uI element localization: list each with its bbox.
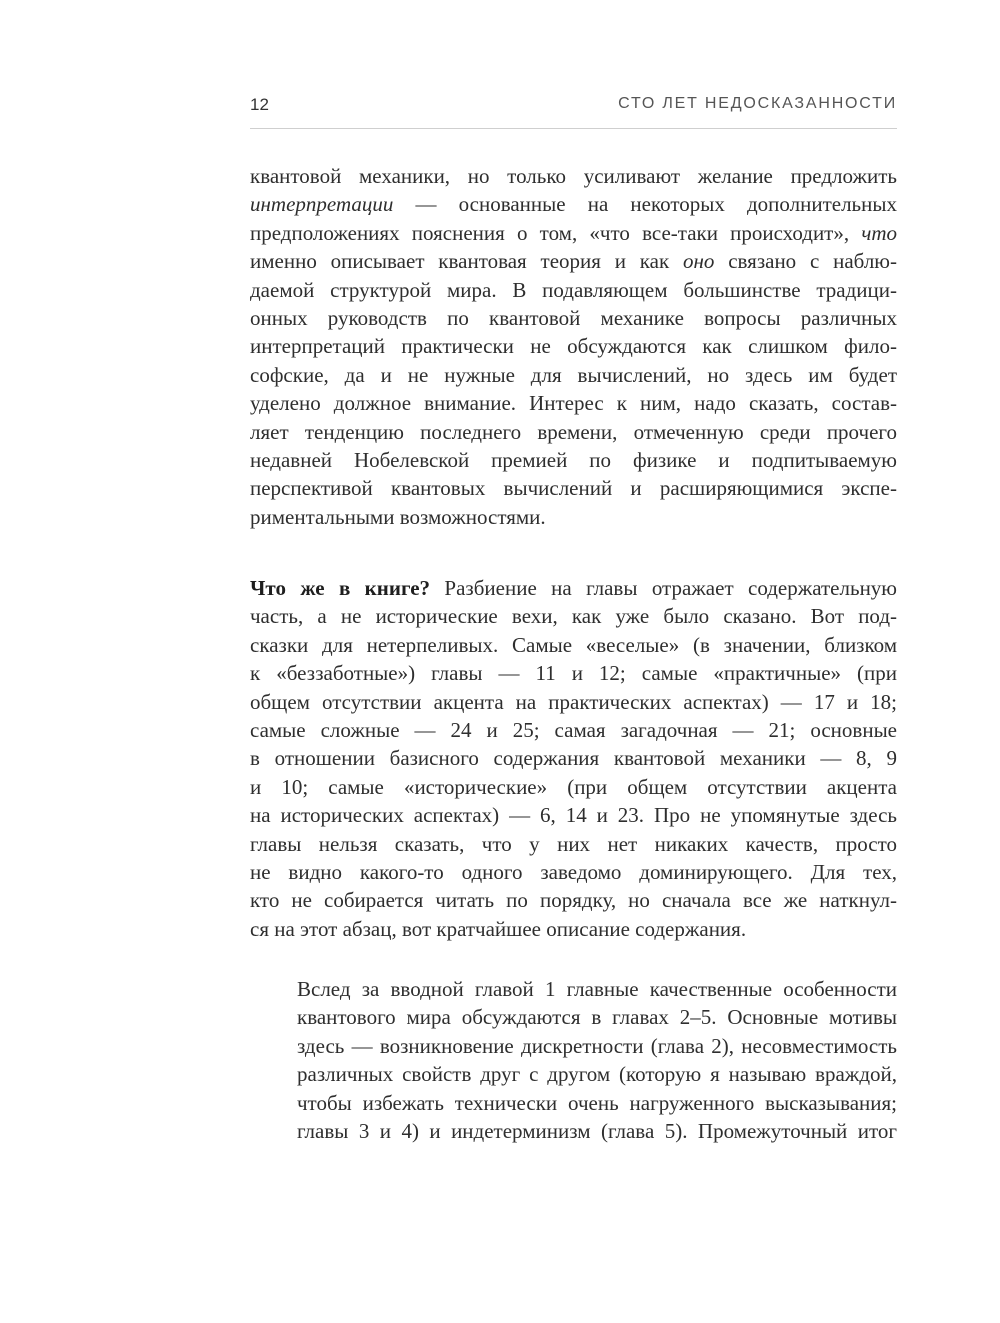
text-run: даемой структурой мира. В подавляющем большинстве традици-: [250, 277, 897, 302]
text-run: чтобы избежать технически очень нагруженного высказывания;: [297, 1090, 897, 1115]
text-line: [297, 1089, 897, 1117]
text-run: риментальными возможностями.: [250, 504, 546, 529]
text-line: [250, 474, 897, 502]
text-run: различных свойств друг с другом (которую я называю враждой,: [297, 1062, 897, 1087]
text-line: [250, 801, 897, 829]
indented-paragraph-contents: [297, 975, 897, 1145]
text-line: [250, 602, 897, 630]
text-run: недавней Нобелевской премией по физике и подпитываемую: [250, 447, 897, 472]
text-line: [250, 716, 897, 744]
text-line: [250, 773, 897, 801]
text-run: не видно какого-то одного заведомо доминирующего. Для тех,: [250, 859, 897, 884]
text-run: здесь — возникновение дискретности (глава 2), несовместимость: [297, 1033, 897, 1058]
text-run: предположениях пояснения о том, «что все-таки происходит»,: [250, 220, 862, 245]
text-line: [297, 975, 897, 1003]
text-line: [250, 361, 897, 389]
text-run: на исторических аспектах) — 6, 14 и 23. Про не упомянутые здесь: [250, 803, 897, 828]
text-line: [297, 1117, 897, 1145]
text-run: именно описывает квантовая теория и как: [250, 249, 683, 274]
page-number: 12: [250, 95, 269, 114]
italic-text: оно: [682, 249, 715, 274]
text-line: [250, 247, 897, 275]
text-run: интерпретаций практически не обсуждаются как слишком фило-: [250, 334, 897, 359]
run-in-heading: Что же в книге?: [250, 576, 431, 600]
paragraph-interpretations: [250, 162, 897, 531]
running-title: СТО ЛЕТ НЕДОСКАЗАННОСТИ: [618, 95, 897, 112]
text-run: — основанные на некоторых дополнительных: [393, 192, 897, 217]
text-run: сказки для нетерпеливых. Самые «веселые» (в значении, близком: [250, 632, 897, 657]
text-line: [250, 830, 897, 858]
text-line: [297, 1032, 897, 1060]
text-run: квантовой механики, но только усиливают желание предложить: [250, 164, 897, 188]
text-line: [250, 915, 897, 943]
text-run: к «беззаботные») главы — 11 и 12; самые «практичные» (при: [250, 661, 897, 686]
text-run: в отношении базисного содержания квантовой механики — 8, 9: [250, 746, 897, 771]
text-run: перспективой квантовых вычислений и расширяющимися экспе-: [250, 476, 897, 501]
text-line: [250, 574, 897, 602]
text-line: [250, 219, 897, 247]
text-run: общем отсутствии акцента на практических аспектах) — 17 и 18;: [250, 689, 897, 714]
italic-text: что: [861, 220, 897, 245]
text-run: главы 3 и 4) и индетерминизм (глава 5). Промежуточный итог: [297, 1118, 897, 1143]
text-line: [250, 446, 897, 474]
text-line: [250, 631, 897, 659]
text-run: кто не собирается читать по порядку, но сначала все же наткнул-: [250, 888, 897, 913]
text-run: самые сложные — 24 и 25; самая загадочная — 21; основные: [250, 717, 897, 742]
text-line: [250, 858, 897, 886]
text-line: [250, 304, 897, 332]
text-run: ляет тенденцию последнего времени, отмеченную среди прочего: [250, 419, 897, 444]
text-line: [297, 1003, 897, 1031]
text-line: [250, 389, 897, 417]
paragraph-whats-in-book: [250, 574, 897, 943]
text-run: часть, а не исторические вехи, как уже было сказано. Вот под-: [250, 604, 897, 629]
text-line: [250, 688, 897, 716]
text-run: уделено должное внимание. Интерес к ним, надо сказать, состав-: [250, 391, 897, 416]
italic-text: интерпретации: [250, 192, 394, 217]
text-run: и 10; самые «исторические» (при общем отсутствии акцента: [250, 774, 897, 799]
text-line: [250, 886, 897, 914]
text-run: связано с наблю-: [714, 249, 897, 274]
text-run: онных руководств по квантовой механике вопросы различных: [250, 305, 897, 330]
text-run: ся на этот абзац, вот кратчайшее описание содержания.: [250, 916, 747, 941]
header-rule: [250, 128, 897, 129]
text-line: [250, 332, 897, 360]
text-run: Разбиение на главы отражает содержательную: [430, 576, 897, 600]
text-run: Вслед за вводной главой 1 главные качественные особенности: [297, 977, 897, 1001]
text-line: [250, 190, 897, 218]
text-run: софские, да и не нужные для вычислений, но здесь им будет: [250, 362, 897, 387]
text-run: главы нельзя сказать, что у них нет никаких качеств, просто: [250, 831, 897, 856]
text-line: [250, 276, 897, 304]
text-line: [250, 744, 897, 772]
text-line: [250, 659, 897, 687]
text-line: [250, 418, 897, 446]
text-line: [250, 503, 897, 531]
text-run: квантового мира обсуждаются в главах 2–5. Основные мотивы: [297, 1005, 897, 1030]
text-line: [297, 1060, 897, 1088]
text-line: [250, 162, 897, 190]
